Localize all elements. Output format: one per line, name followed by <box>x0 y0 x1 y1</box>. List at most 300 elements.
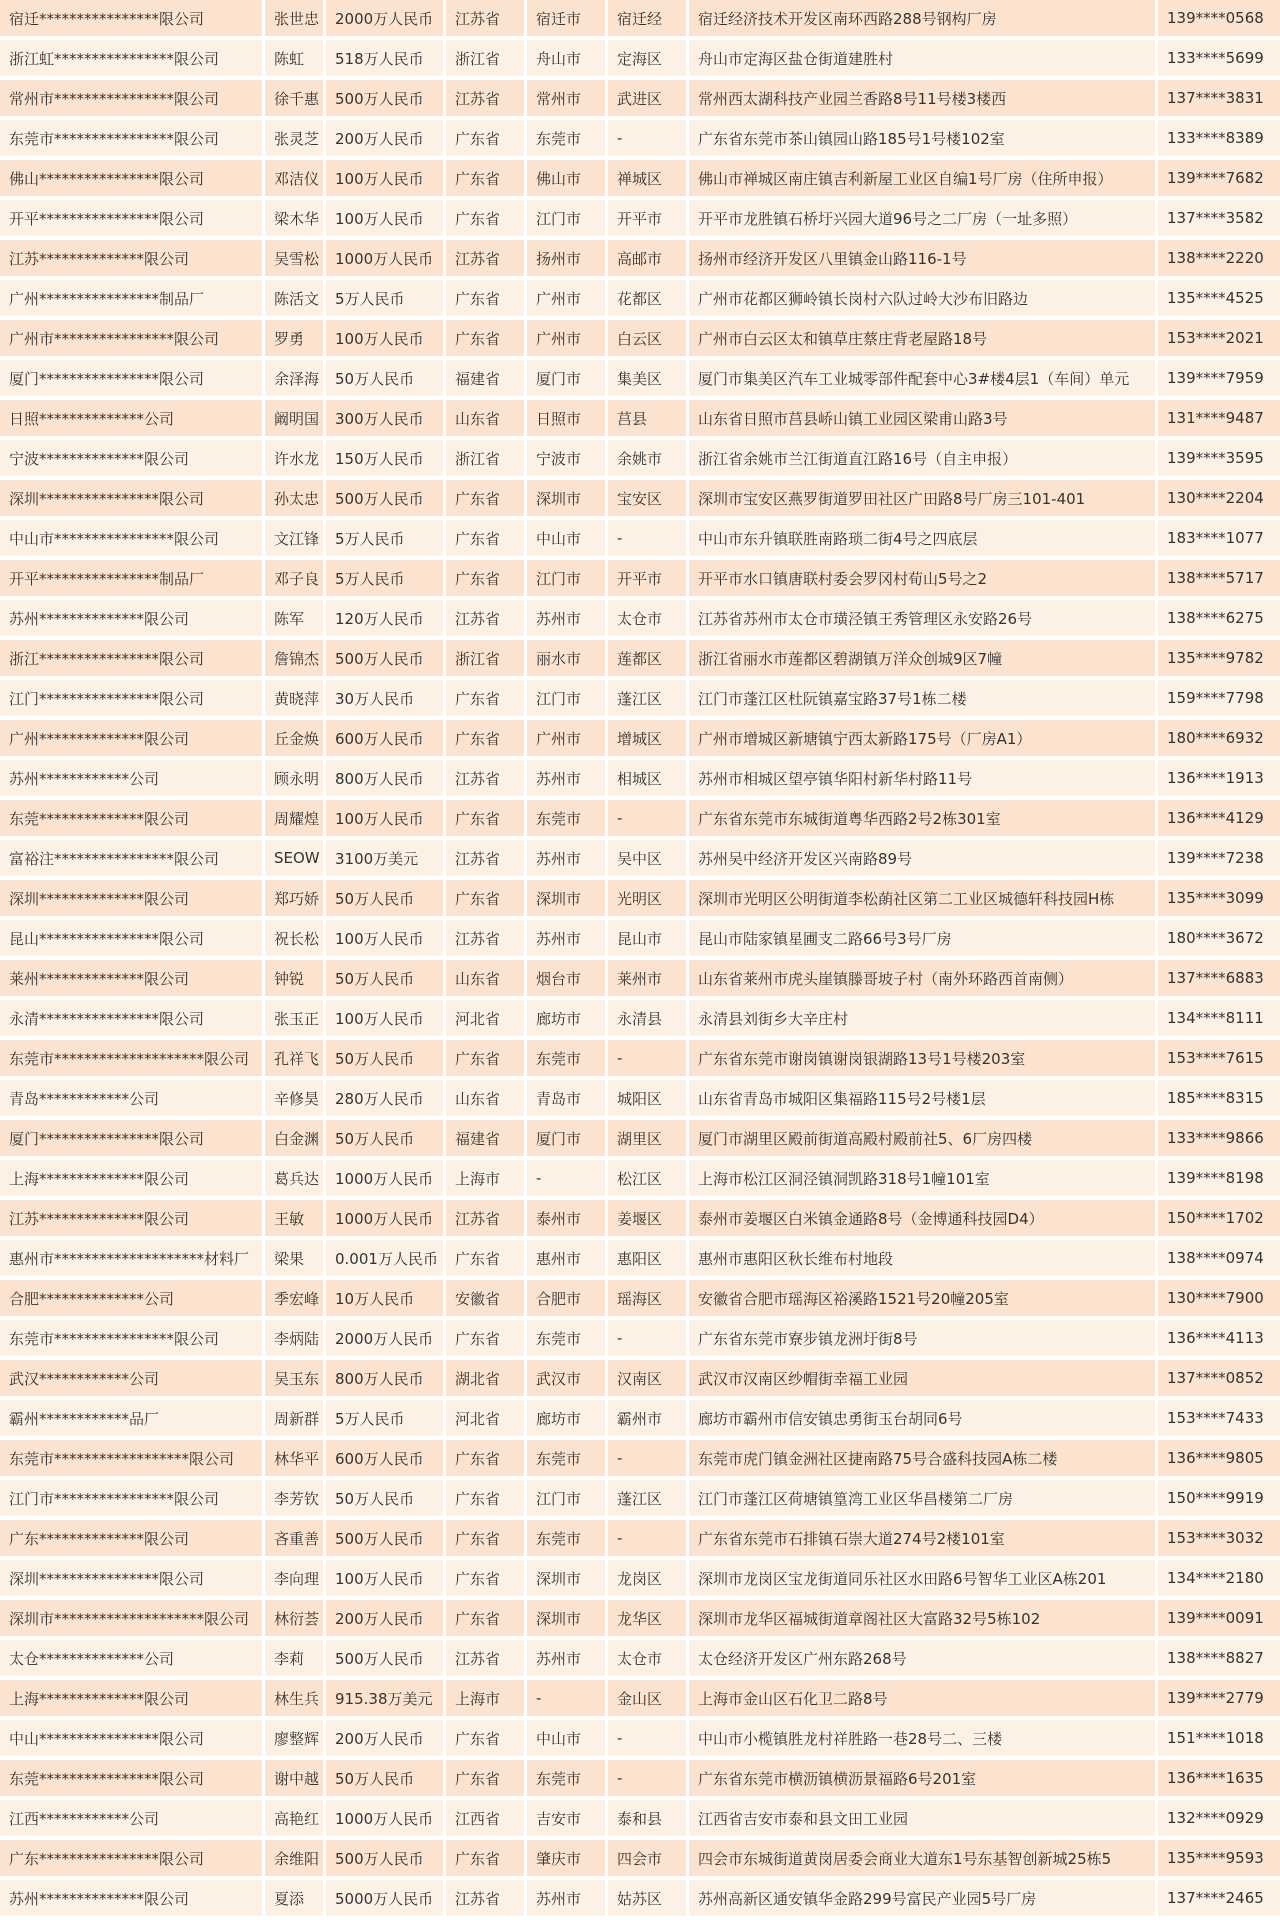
phone-cell: 134****2180 <box>1158 1560 1280 1600</box>
contact-cell: 高艳红 <box>265 1800 326 1840</box>
table-row <box>0 1520 1280 1560</box>
contact-cell: 谢中越 <box>265 1760 326 1800</box>
contact-cell: 周新群 <box>265 1400 326 1440</box>
company-name-cell: 江苏**************限公司 <box>0 1200 265 1240</box>
province-cell: 江西省 <box>446 1800 527 1840</box>
phone-cell: 150****9919 <box>1158 1480 1280 1520</box>
company-name-cell: 昆山****************限公司 <box>0 920 265 960</box>
table-row <box>0 360 1280 400</box>
province-cell: 广东省 <box>446 680 527 720</box>
table-row <box>0 880 1280 920</box>
company-name-cell: 东莞市****************限公司 <box>0 1320 265 1360</box>
capital-cell: 600万人民币 <box>326 720 446 760</box>
district-cell: 莲都区 <box>608 640 689 680</box>
district-cell: 开平市 <box>608 560 689 600</box>
district-cell: 宝安区 <box>608 480 689 520</box>
city-cell: 苏州市 <box>527 1880 608 1920</box>
province-cell: 广东省 <box>446 1560 527 1600</box>
phone-cell: 153****3032 <box>1158 1520 1280 1560</box>
company-name-cell: 广州**************限公司 <box>0 720 265 760</box>
phone-cell: 185****8315 <box>1158 1080 1280 1120</box>
contact-cell: 王敏 <box>265 1200 326 1240</box>
phone-cell: 153****2021 <box>1158 320 1280 360</box>
address-cell: 山东省青岛市城阳区集福路115号2号楼1层 <box>689 1080 1158 1120</box>
contact-cell: 吴雪松 <box>265 240 326 280</box>
province-cell: 江苏省 <box>446 920 527 960</box>
contact-cell: 钟锐 <box>265 960 326 1000</box>
city-cell: 东莞市 <box>527 1040 608 1080</box>
province-cell: 江苏省 <box>446 600 527 640</box>
table-row <box>0 1320 1280 1360</box>
phone-cell: 136****9805 <box>1158 1440 1280 1480</box>
city-cell: 合肥市 <box>527 1280 608 1320</box>
table-row <box>0 800 1280 840</box>
address-cell: 宿迁经济技术开发区南环西路288号钢构厂房 <box>689 0 1158 40</box>
district-cell: 昆山市 <box>608 920 689 960</box>
contact-cell: 陈活文 <box>265 280 326 320</box>
province-cell: 广东省 <box>446 880 527 920</box>
district-cell: - <box>608 1320 689 1360</box>
address-cell: 山东省日照市莒县峤山镇工业园区梁甫山路3号 <box>689 400 1158 440</box>
company-name-cell: 苏州**************限公司 <box>0 600 265 640</box>
address-cell: 广州市白云区太和镇草庄蔡庄背老屋路18号 <box>689 320 1158 360</box>
phone-cell: 135****4525 <box>1158 280 1280 320</box>
address-cell: 厦门市湖里区殿前街道高殿村殿前社5、6厂房四楼 <box>689 1120 1158 1160</box>
contact-cell: 詹锦杰 <box>265 640 326 680</box>
phone-cell: 131****9487 <box>1158 400 1280 440</box>
table-row <box>0 1760 1280 1800</box>
contact-cell: 郑巧娇 <box>265 880 326 920</box>
phone-cell: 183****1077 <box>1158 520 1280 560</box>
city-cell: 惠州市 <box>527 1240 608 1280</box>
company-name-cell: 宿迁****************限公司 <box>0 0 265 40</box>
table-row <box>0 320 1280 360</box>
contact-cell: 林华平 <box>265 1440 326 1480</box>
district-cell: 相城区 <box>608 760 689 800</box>
district-cell: 四会市 <box>608 1840 689 1880</box>
table-row <box>0 560 1280 600</box>
district-cell: 定海区 <box>608 40 689 80</box>
phone-cell: 138****8827 <box>1158 1640 1280 1680</box>
table-row <box>0 960 1280 1000</box>
address-cell: 武汉市汉南区纱帽街幸福工业园 <box>689 1360 1158 1400</box>
capital-cell: 5万人民币 <box>326 280 446 320</box>
province-cell: 广东省 <box>446 1760 527 1800</box>
phone-cell: 137****3831 <box>1158 80 1280 120</box>
capital-cell: 800万人民币 <box>326 1360 446 1400</box>
capital-cell: 200万人民币 <box>326 1600 446 1640</box>
capital-cell: 50万人民币 <box>326 360 446 400</box>
city-cell: 东莞市 <box>527 1320 608 1360</box>
company-name-cell: 广州****************制品厂 <box>0 280 265 320</box>
company-name-cell: 开平****************限公司 <box>0 200 265 240</box>
capital-cell: 5万人民币 <box>326 520 446 560</box>
district-cell: 武进区 <box>608 80 689 120</box>
company-name-cell: 合肥**************公司 <box>0 1280 265 1320</box>
district-cell: 光明区 <box>608 880 689 920</box>
company-name-cell: 青岛************公司 <box>0 1080 265 1120</box>
contact-cell: 李芳钦 <box>265 1480 326 1520</box>
province-cell: 山东省 <box>446 400 527 440</box>
district-cell: 禅城区 <box>608 160 689 200</box>
table-row <box>0 680 1280 720</box>
phone-cell: 135****9782 <box>1158 640 1280 680</box>
district-cell: 蓬江区 <box>608 680 689 720</box>
contact-cell: 阚明国 <box>265 400 326 440</box>
capital-cell: 30万人民币 <box>326 680 446 720</box>
contact-cell: 张世忠 <box>265 0 326 40</box>
address-cell: 广东省东莞市谢岗镇谢岗银湖路13号1号楼203室 <box>689 1040 1158 1080</box>
province-cell: 江苏省 <box>446 1640 527 1680</box>
company-name-cell: 上海**************限公司 <box>0 1160 265 1200</box>
company-name-cell: 深圳****************限公司 <box>0 1560 265 1600</box>
address-cell: 江门市蓬江区荷塘镇篁湾工业区华昌楼第二厂房 <box>689 1480 1158 1520</box>
city-cell: 舟山市 <box>527 40 608 80</box>
district-cell: 余姚市 <box>608 440 689 480</box>
province-cell: 福建省 <box>446 1120 527 1160</box>
district-cell: 吴中区 <box>608 840 689 880</box>
province-cell: 广东省 <box>446 120 527 160</box>
district-cell: 湖里区 <box>608 1120 689 1160</box>
district-cell: 龙华区 <box>608 1600 689 1640</box>
table-row <box>0 1600 1280 1640</box>
city-cell: 深圳市 <box>527 1560 608 1600</box>
city-cell: 常州市 <box>527 80 608 120</box>
table-row <box>0 1120 1280 1160</box>
capital-cell: 50万人民币 <box>326 1040 446 1080</box>
province-cell: 浙江省 <box>446 40 527 80</box>
district-cell: 花都区 <box>608 280 689 320</box>
district-cell: 太仓市 <box>608 1640 689 1680</box>
phone-cell: 138****5717 <box>1158 560 1280 600</box>
district-cell: 汉南区 <box>608 1360 689 1400</box>
province-cell: 广东省 <box>446 1720 527 1760</box>
company-name-cell: 广州市****************限公司 <box>0 320 265 360</box>
capital-cell: 100万人民币 <box>326 920 446 960</box>
district-cell: - <box>608 800 689 840</box>
city-cell: 苏州市 <box>527 600 608 640</box>
contact-cell: 邓洁仪 <box>265 160 326 200</box>
province-cell: 广东省 <box>446 280 527 320</box>
capital-cell: 200万人民币 <box>326 1720 446 1760</box>
address-cell: 深圳市龙华区福城街道章阁社区大富路32号5栋102 <box>689 1600 1158 1640</box>
capital-cell: 50万人民币 <box>326 960 446 1000</box>
table-row <box>0 640 1280 680</box>
capital-cell: 500万人民币 <box>326 480 446 520</box>
table-row <box>0 80 1280 120</box>
table-row <box>0 1280 1280 1320</box>
table-row <box>0 1080 1280 1120</box>
table-row <box>0 1720 1280 1760</box>
contact-cell: 余泽海 <box>265 360 326 400</box>
table-row <box>0 600 1280 640</box>
city-cell: 东莞市 <box>527 1520 608 1560</box>
district-cell: 开平市 <box>608 200 689 240</box>
address-cell: 四会市东城街道黄岗居委会商业大道东1号东基智创新城25栋5 <box>689 1840 1158 1880</box>
company-name-cell: 开平****************制品厂 <box>0 560 265 600</box>
city-cell: 广州市 <box>527 320 608 360</box>
company-name-cell: 太仓**************公司 <box>0 1640 265 1680</box>
contact-cell: 陈军 <box>265 600 326 640</box>
contact-cell: 周耀煌 <box>265 800 326 840</box>
district-cell: 姑苏区 <box>608 1880 689 1920</box>
district-cell: 宿迁经 <box>608 0 689 40</box>
province-cell: 广东省 <box>446 1040 527 1080</box>
table-row <box>0 120 1280 160</box>
capital-cell: 0.001万人民币 <box>326 1240 446 1280</box>
address-cell: 苏州高新区通安镇华金路299号富民产业园5号厂房 <box>689 1880 1158 1920</box>
company-name-cell: 中山市****************限公司 <box>0 520 265 560</box>
district-cell: 增城区 <box>608 720 689 760</box>
district-cell: 莒县 <box>608 400 689 440</box>
capital-cell: 100万人民币 <box>326 800 446 840</box>
table-row <box>0 520 1280 560</box>
contact-cell: 白金渊 <box>265 1120 326 1160</box>
city-cell: 江门市 <box>527 680 608 720</box>
city-cell: 廊坊市 <box>527 1400 608 1440</box>
province-cell: 广东省 <box>446 1240 527 1280</box>
city-cell: 青岛市 <box>527 1080 608 1120</box>
company-name-cell: 莱州**************限公司 <box>0 960 265 1000</box>
address-cell: 上海市金山区石化卫二路8号 <box>689 1680 1158 1720</box>
district-cell: 蓬江区 <box>608 1480 689 1520</box>
contact-cell: 孙太忠 <box>265 480 326 520</box>
province-cell: 江苏省 <box>446 80 527 120</box>
province-cell: 广东省 <box>446 480 527 520</box>
capital-cell: 120万人民币 <box>326 600 446 640</box>
company-name-cell: 深圳****************限公司 <box>0 480 265 520</box>
district-cell: 泰和县 <box>608 1800 689 1840</box>
table-row <box>0 920 1280 960</box>
district-cell: - <box>608 1520 689 1560</box>
district-cell: - <box>608 520 689 560</box>
address-cell: 扬州市经济开发区八里镇金山路116-1号 <box>689 240 1158 280</box>
capital-cell: 50万人民币 <box>326 880 446 920</box>
city-cell: 厦门市 <box>527 360 608 400</box>
district-cell: - <box>608 1760 689 1800</box>
contact-cell: 夏添 <box>265 1880 326 1920</box>
capital-cell: 10万人民币 <box>326 1280 446 1320</box>
company-name-cell: 深圳市********************限公司 <box>0 1600 265 1640</box>
address-cell: 上海市松江区洞泾镇洞凯路318号1幢101室 <box>689 1160 1158 1200</box>
contact-cell: 罗勇 <box>265 320 326 360</box>
district-cell: 莱州市 <box>608 960 689 1000</box>
address-cell: 苏州吴中经济开发区兴南路89号 <box>689 840 1158 880</box>
company-name-cell: 广东**************限公司 <box>0 1520 265 1560</box>
company-name-cell: 武汉************公司 <box>0 1360 265 1400</box>
phone-cell: 133****9866 <box>1158 1120 1280 1160</box>
phone-cell: 137****0852 <box>1158 1360 1280 1400</box>
contact-cell: 陈虹 <box>265 40 326 80</box>
contact-cell: 林生兵 <box>265 1680 326 1720</box>
province-cell: 广东省 <box>446 1840 527 1880</box>
capital-cell: 500万人民币 <box>326 1520 446 1560</box>
capital-cell: 50万人民币 <box>326 1480 446 1520</box>
contact-cell: 李炳陆 <box>265 1320 326 1360</box>
address-cell: 惠州市惠阳区秋长维布村地段 <box>689 1240 1158 1280</box>
province-cell: 上海市 <box>446 1680 527 1720</box>
address-cell: 广东省东莞市茶山镇园山路185号1号楼102室 <box>689 120 1158 160</box>
contact-cell: 顾永明 <box>265 760 326 800</box>
province-cell: 广东省 <box>446 200 527 240</box>
address-cell: 常州西太湖科技产业园兰香路8号11号楼3楼西 <box>689 80 1158 120</box>
district-cell: 霸州市 <box>608 1400 689 1440</box>
phone-cell: 138****0974 <box>1158 1240 1280 1280</box>
city-cell: 深圳市 <box>527 1600 608 1640</box>
district-cell: - <box>608 1720 689 1760</box>
province-cell: 河北省 <box>446 1400 527 1440</box>
company-name-cell: 日照**************公司 <box>0 400 265 440</box>
city-cell: - <box>527 1160 608 1200</box>
capital-cell: 5万人民币 <box>326 560 446 600</box>
table-row <box>0 1880 1280 1920</box>
company-name-cell: 永清****************限公司 <box>0 1000 265 1040</box>
city-cell: 扬州市 <box>527 240 608 280</box>
company-name-cell: 厦门****************限公司 <box>0 360 265 400</box>
address-cell: 江西省吉安市泰和县文田工业园 <box>689 1800 1158 1840</box>
district-cell: - <box>608 120 689 160</box>
table-row <box>0 1400 1280 1440</box>
company-name-cell: 厦门****************限公司 <box>0 1120 265 1160</box>
address-cell: 厦门市集美区汽车工业城零部件配套中心3#楼4层1（车间）单元 <box>689 360 1158 400</box>
phone-cell: 130****7900 <box>1158 1280 1280 1320</box>
phone-cell: 133****5699 <box>1158 40 1280 80</box>
capital-cell: 5000万人民币 <box>326 1880 446 1920</box>
capital-cell: 1000万人民币 <box>326 1800 446 1840</box>
table-row <box>0 1640 1280 1680</box>
capital-cell: 500万人民币 <box>326 640 446 680</box>
contact-cell: 李向理 <box>265 1560 326 1600</box>
city-cell: 宁波市 <box>527 440 608 480</box>
phone-cell: 139****0091 <box>1158 1600 1280 1640</box>
contact-cell: 葛兵达 <box>265 1160 326 1200</box>
phone-cell: 139****3595 <box>1158 440 1280 480</box>
table-row <box>0 1040 1280 1080</box>
city-cell: 东莞市 <box>527 120 608 160</box>
address-cell: 广东省东莞市横沥镇横沥景福路6号201室 <box>689 1760 1158 1800</box>
province-cell: 广东省 <box>446 1480 527 1520</box>
contact-cell: 丘金焕 <box>265 720 326 760</box>
address-cell: 舟山市定海区盐仓街道建胜村 <box>689 40 1158 80</box>
table-row <box>0 1680 1280 1720</box>
company-name-cell: 苏州************公司 <box>0 760 265 800</box>
address-cell: 广东省东莞市东城街道粤华西路2号2栋301室 <box>689 800 1158 840</box>
company-name-cell: 东莞市******************限公司 <box>0 1440 265 1480</box>
phone-cell: 136****1635 <box>1158 1760 1280 1800</box>
address-cell: 东莞市虎门镇金洲社区捷南路75号合盛科技园A栋二楼 <box>689 1440 1158 1480</box>
city-cell: 江门市 <box>527 1480 608 1520</box>
capital-cell: 2000万人民币 <box>326 0 446 40</box>
company-name-cell: 宁波**************限公司 <box>0 440 265 480</box>
address-cell: 廊坊市霸州市信安镇忠勇街玉台胡同6号 <box>689 1400 1158 1440</box>
contact-cell: 林衍荟 <box>265 1600 326 1640</box>
district-cell: 白云区 <box>608 320 689 360</box>
table-row <box>0 440 1280 480</box>
address-cell: 浙江省丽水市莲都区碧湖镇万洋众创城9区7幢 <box>689 640 1158 680</box>
province-cell: 福建省 <box>446 360 527 400</box>
phone-cell: 133****8389 <box>1158 120 1280 160</box>
province-cell: 山东省 <box>446 1080 527 1120</box>
contact-cell: 文江锋 <box>265 520 326 560</box>
table-row <box>0 840 1280 880</box>
capital-cell: 100万人民币 <box>326 160 446 200</box>
address-cell: 广东省东莞市石排镇石崇大道274号2楼101室 <box>689 1520 1158 1560</box>
table-row <box>0 0 1280 40</box>
phone-cell: 180****3672 <box>1158 920 1280 960</box>
district-cell: 龙岗区 <box>608 1560 689 1600</box>
capital-cell: 3100万美元 <box>326 840 446 880</box>
address-cell: 昆山市陆家镇星圃支二路66号3号厂房 <box>689 920 1158 960</box>
capital-cell: 200万人民币 <box>326 120 446 160</box>
address-cell: 太仓经济开发区广州东路268号 <box>689 1640 1158 1680</box>
company-name-cell: 惠州市********************材料厂 <box>0 1240 265 1280</box>
address-cell: 浙江省余姚市兰江街道直江路16号（自主申报） <box>689 440 1158 480</box>
district-cell: 金山区 <box>608 1680 689 1720</box>
phone-cell: 139****7959 <box>1158 360 1280 400</box>
contact-cell: 邓子良 <box>265 560 326 600</box>
phone-cell: 137****6883 <box>1158 960 1280 1000</box>
district-cell: - <box>608 1040 689 1080</box>
capital-cell: 500万人民币 <box>326 1640 446 1680</box>
capital-cell: 500万人民币 <box>326 1840 446 1880</box>
phone-cell: 150****1702 <box>1158 1200 1280 1240</box>
phone-cell: 136****4129 <box>1158 800 1280 840</box>
city-cell: 东莞市 <box>527 1440 608 1480</box>
address-cell: 中山市小榄镇胜龙村祥胜路一巷28号二、三楼 <box>689 1720 1158 1760</box>
city-cell: 苏州市 <box>527 1640 608 1680</box>
capital-cell: 2000万人民币 <box>326 1320 446 1360</box>
address-cell: 深圳市宝安区燕罗街道罗田社区广田路8号厂房三101-401 <box>689 480 1158 520</box>
capital-cell: 300万人民币 <box>326 400 446 440</box>
province-cell: 江苏省 <box>446 240 527 280</box>
city-cell: 苏州市 <box>527 760 608 800</box>
address-cell: 永清县刘街乡大辛庄村 <box>689 1000 1158 1040</box>
capital-cell: 915.38万美元 <box>326 1680 446 1720</box>
table-row <box>0 1440 1280 1480</box>
province-cell: 江苏省 <box>446 0 527 40</box>
contact-cell: 季宏峰 <box>265 1280 326 1320</box>
province-cell: 河北省 <box>446 1000 527 1040</box>
address-cell: 江门市蓬江区杜阮镇嘉宝路37号1栋二楼 <box>689 680 1158 720</box>
phone-cell: 139****0568 <box>1158 0 1280 40</box>
city-cell: 宿迁市 <box>527 0 608 40</box>
province-cell: 浙江省 <box>446 440 527 480</box>
city-cell: 江门市 <box>527 200 608 240</box>
contact-cell: 吝重善 <box>265 1520 326 1560</box>
company-name-cell: 江苏**************限公司 <box>0 240 265 280</box>
address-cell: 深圳市龙岗区宝龙街道同乐社区水田路6号智华工业区A栋201 <box>689 1560 1158 1600</box>
address-cell: 江苏省苏州市太仓市璜泾镇王秀管理区永安路26号 <box>689 600 1158 640</box>
city-cell: 广州市 <box>527 720 608 760</box>
city-cell: 武汉市 <box>527 1360 608 1400</box>
province-cell: 广东省 <box>446 560 527 600</box>
city-cell: 广州市 <box>527 280 608 320</box>
city-cell: 丽水市 <box>527 640 608 680</box>
capital-cell: 1000万人民币 <box>326 1160 446 1200</box>
address-cell: 开平市龙胜镇石桥圩兴园大道96号之二厂房（一址多照） <box>689 200 1158 240</box>
contact-cell: 黄晓萍 <box>265 680 326 720</box>
province-cell: 江苏省 <box>446 1200 527 1240</box>
contact-cell: 吴玉东 <box>265 1360 326 1400</box>
phone-cell: 159****7798 <box>1158 680 1280 720</box>
province-cell: 湖北省 <box>446 1360 527 1400</box>
city-cell: 厦门市 <box>527 1120 608 1160</box>
capital-cell: 100万人民币 <box>326 1560 446 1600</box>
city-cell: 中山市 <box>527 1720 608 1760</box>
province-cell: 安徽省 <box>446 1280 527 1320</box>
capital-cell: 1000万人民币 <box>326 240 446 280</box>
company-name-cell: 江门****************限公司 <box>0 680 265 720</box>
